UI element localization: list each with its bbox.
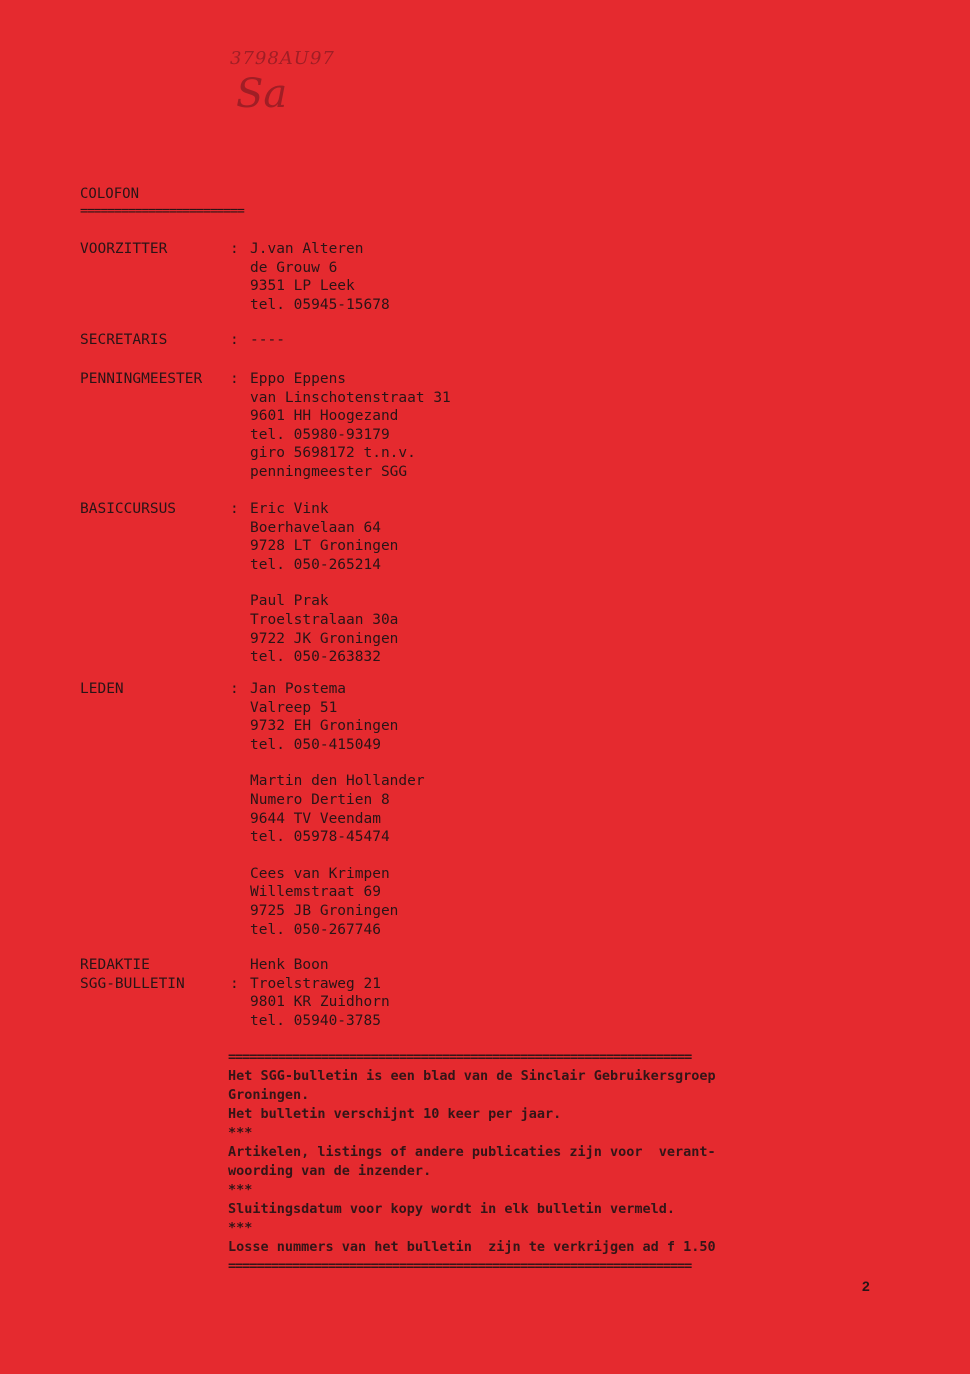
role-colon: : [230,975,239,992]
notice-rule-top: ================================================================= [228,1049,692,1065]
role-colon: : [230,501,239,517]
contact-line: tel. 05945-15678 [250,296,390,313]
contact-line: 9728 LT Groningen [250,538,399,555]
colofon-heading [80,186,244,219]
contact-line: Jan Postema [250,681,347,697]
contact-line: J.van Alteren [250,241,364,257]
contact-list [250,956,390,1048]
contact-line: giro 5698172 t.n.v. [250,445,416,462]
handwritten-annotation [230,48,335,117]
contact-block [250,331,285,350]
contact-line: de Grouw 6 [250,259,338,276]
contact-line: Henk Boon [250,957,329,973]
role-label: PENNINGMEESTER [80,371,203,387]
heading-rule: ======================== [80,204,244,219]
notice-line: Sluitingsdatum voor kopy wordt in elk bulletin vermeld. [228,1201,676,1217]
role-colon: : [230,371,239,387]
contact-list [250,240,390,332]
contact-line: tel. 050-263832 [250,649,381,666]
notice-line: Losse nummers van het bulletin zijn te verkrijgen ad f 1.50 [228,1239,716,1255]
contact-line: 9732 EH Groningen [250,718,399,735]
contact-block [250,500,398,574]
role-label: SECRETARIS [80,332,168,348]
notice-line: *** [228,1125,253,1141]
contact-line: Eric Vink [250,501,329,517]
role-colon: : [230,332,239,348]
notice-line: Artikelen, listings of andere publicaties zijn voor verant- [228,1144,716,1160]
notice-line: woording van de inzender. [228,1163,432,1179]
role-label: LEDEN [80,681,124,697]
contact-line: Troelstralaan 30a [250,611,399,628]
bulletin-notice [228,1048,888,1276]
contact-line: tel. 050-415049 [250,736,381,753]
contact-line: tel. 050-265214 [250,556,381,573]
handwritten-number: 3798AU97 [230,48,335,69]
contact-line: 9722 JK Groningen [250,630,399,647]
notice-line: *** [228,1182,253,1198]
contact-line: penningmeester SGG [250,463,408,480]
contact-line: van Linschotenstraat 31 [250,389,451,406]
contact-block [250,680,425,754]
contact-line: 9644 TV Veendam [250,810,381,827]
role-label: REDAKTIE SGG-BULLETIN [80,957,185,992]
contact-line: tel. 05980-93179 [250,426,390,443]
contact-line: Valreep 51 [250,699,338,716]
notice-rule-bottom: ================================================================= [228,1258,692,1274]
page-number: 2 [862,1278,870,1294]
contact-block [250,370,451,482]
notice-line: Groningen. [228,1087,310,1103]
contact-line: 9601 HH Hoogezand [250,408,399,425]
contact-list [250,370,451,500]
contact-block [250,956,390,1030]
role-colon: : [230,241,239,257]
notice-line: Het SGG-bulletin is een blad van de Sinclair Gebruikersgroep [228,1068,716,1084]
contact-line: Willemstraat 69 [250,884,381,901]
contact-line: Paul Prak [250,593,329,610]
contact-line: 9725 JB Groningen [250,902,399,919]
role-label: VOORZITTER [80,241,168,257]
contact-block [250,240,390,314]
contact-line: Troelstraweg 21 [250,975,381,992]
role-colon: : [230,681,239,697]
contact-block [250,865,425,939]
contact-list [250,500,398,685]
contact-line: tel. 050-267746 [250,921,381,938]
role-label: BASICCURSUS [80,501,177,517]
contact-line: 9801 KR Zuidhorn [250,994,390,1011]
contact-block [250,592,398,666]
contact-line: 9351 LP Leek [250,278,355,295]
heading-title: COLOFON [80,186,140,202]
contact-line: Numero Dertien 8 [250,791,390,808]
contact-line: Martin den Hollander [250,773,425,790]
contact-line: tel. 05978-45474 [250,829,390,846]
handwritten-signature: Sa [236,71,288,117]
contact-line: Eppo Eppens [250,371,347,387]
notice-line: Het bulletin verschijnt 10 keer per jaar. [228,1106,562,1122]
notice-lines [228,1067,888,1257]
notice-line: *** [228,1220,253,1236]
contact-line: Boerhavelaan 64 [250,519,381,536]
contact-block [250,772,425,846]
contact-line: ---- [250,332,285,348]
contact-list [250,331,285,368]
contact-list [250,680,425,957]
contact-line: Cees van Krimpen [250,865,390,882]
contact-line: tel. 05940-3785 [250,1012,381,1029]
